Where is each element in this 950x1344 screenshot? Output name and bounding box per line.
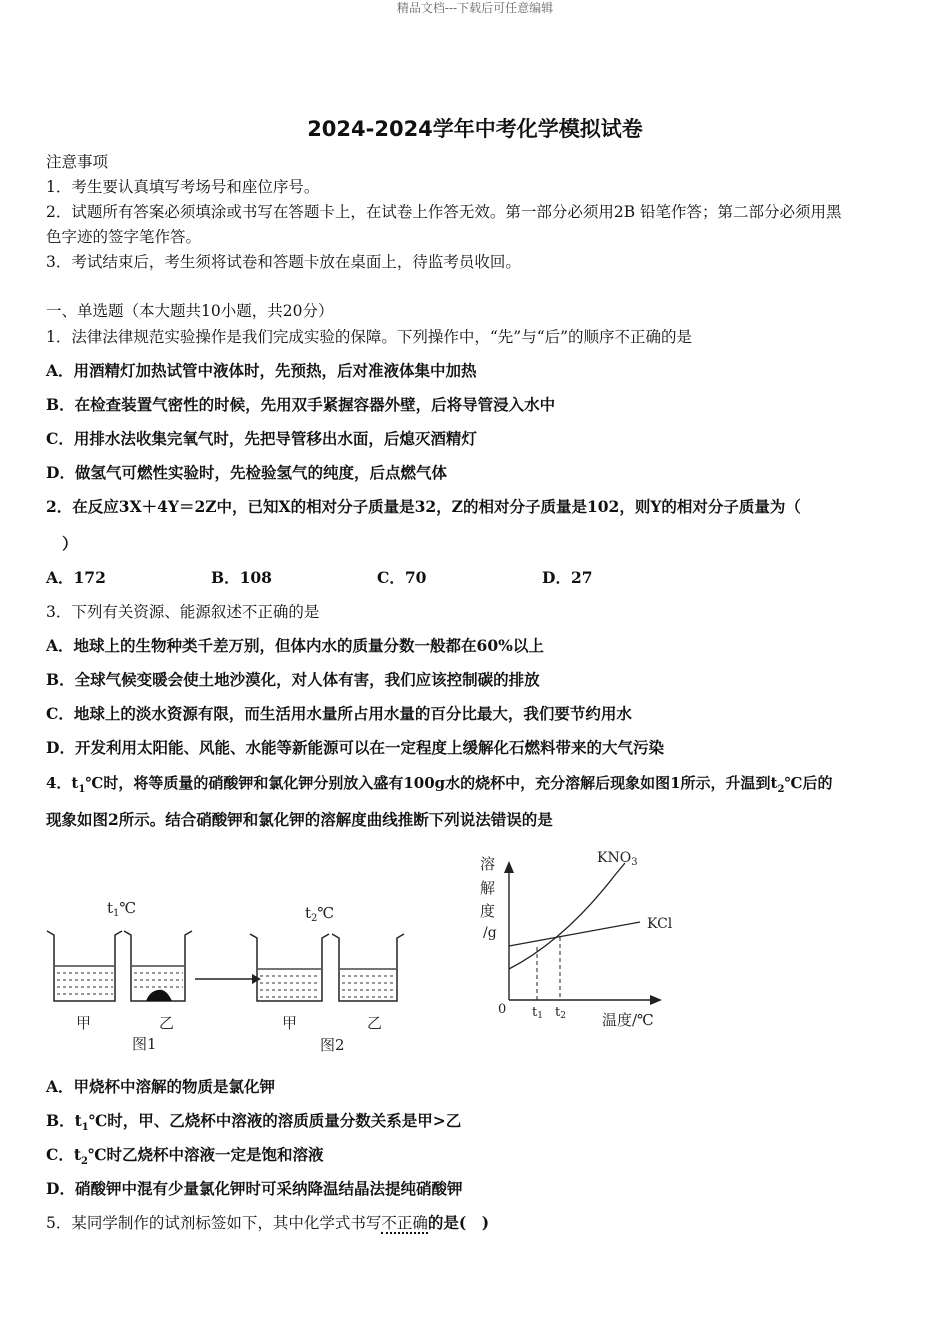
- q4-option-c-sub: 2: [81, 1156, 88, 1168]
- label-yi-1: 乙: [159, 1014, 175, 1032]
- q2-stem-end: ）: [62, 534, 78, 553]
- beaker-jia-1: [47, 931, 122, 1001]
- figure-2-caption: 图2: [320, 1036, 345, 1054]
- q4-option-c-pre: C．t: [46, 1145, 81, 1164]
- q4-stem: [46, 773, 832, 800]
- kno3-label: $KNO_3$: [597, 850, 638, 868]
- y-label-1: 溶: [480, 855, 496, 873]
- q3-option-c: C．地球上的淡水资源有限，而生活用水量所占用水量的百分比最大，我们要节约用水: [46, 704, 632, 723]
- q5-stem-pre: 5．某同学制作的试剂标签如下，其中化学式书写: [46, 1214, 382, 1232]
- beaker-yi-1: [124, 931, 192, 1001]
- q4-figure: [40, 845, 690, 1060]
- notice-heading: 注意事项: [46, 153, 109, 171]
- q5-stem-post: 的是( ): [427, 1213, 490, 1232]
- q3-option-a: A．地球上的生物种类千差万别，但体内水的质量分数一般都在60%以上: [46, 636, 544, 655]
- tick-t2: t2: [555, 1005, 566, 1021]
- tick-t1: t1: [532, 1005, 543, 1021]
- q1-option-c: C．用排水法收集完氧气时，先把导管移出水面，后熄灭酒精灯: [46, 429, 477, 448]
- figure-1-caption: 图1: [132, 1035, 157, 1053]
- q2-option-b: B．108: [211, 568, 272, 587]
- q4-option-b-sub: 1: [81, 1122, 89, 1134]
- exam-title: 2024-2024学年中考化学模拟试卷: [307, 117, 643, 141]
- x-axis-label: 温度/℃: [602, 1011, 654, 1029]
- origin-label: 0: [498, 1002, 507, 1017]
- q4-option-c: [46, 1145, 324, 1172]
- q4-option-c-post: ℃时乙烧杯中溶液一定是饱和溶液: [87, 1145, 324, 1164]
- notice-item-3: 3．考试结束后，考生须将试卷和答题卡放在桌面上，待监考员收回。: [46, 253, 521, 271]
- fig-t2-label: $t_2℃$: [305, 904, 335, 924]
- beaker-jia-2: [250, 934, 329, 1001]
- q4-option-d: D．硝酸钾中混有少量氯化钾时可采纳降温结晶法提纯硝酸钾: [46, 1179, 463, 1198]
- label-jia-2: 甲: [282, 1014, 298, 1032]
- q2-option-d: D．27: [542, 568, 593, 587]
- q4-option-a: A．甲烧杯中溶解的物质是氯化钾: [46, 1077, 276, 1096]
- q4-stem-end: ℃后的: [784, 774, 833, 792]
- x-axis-arrow-icon: [650, 995, 662, 1005]
- sediment: [146, 990, 172, 1001]
- q1-option-d: D．做氢气可燃性实验时，先检验氢气的纯度，后点燃气体: [46, 463, 447, 482]
- label-yi-2: 乙: [367, 1014, 383, 1032]
- q3-option-b: B．全球气候变暖会使土地沙漠化，对人体有害，我们应该控制碳的排放: [46, 670, 540, 689]
- q1-option-a: A．用酒精灯加热试管中液体时，先预热，后对准液体集中加热: [46, 361, 477, 380]
- beaker-yi-2: [332, 934, 404, 1001]
- y-label-4: /g: [483, 925, 497, 941]
- q4-stem-mid: ℃时，将等质量的硝酸钾和氯化钾分别放入盛有100g水的烧杯中，充分溶解后现象如图1所示，升温到t: [85, 774, 778, 792]
- notice-item-2-cont: 色字迹的签字笔作答。: [46, 228, 202, 246]
- fig-t1-label: $t_1℃$: [107, 899, 137, 919]
- solubility-graph: [480, 850, 673, 1029]
- section-heading: 一、单选题（本大题共10小题，共20分）: [46, 302, 334, 320]
- kcl-curve: [509, 922, 640, 946]
- q4-stem-pre: 4．t: [46, 774, 79, 792]
- q4-sub-1: 1: [78, 784, 86, 795]
- notice-item-1: 1．考生要认真填写考场号和座位序号。: [46, 178, 320, 196]
- y-label-3: 度: [480, 902, 496, 920]
- q3-stem: 3．下列有关资源、能源叙述不正确的是: [46, 603, 320, 621]
- y-label-2: 解: [480, 879, 496, 897]
- label-jia-1: 甲: [76, 1014, 92, 1032]
- y-axis-arrow-icon: [504, 861, 514, 873]
- q1-stem: 1．法律法律规范实验操作是我们完成实验的保障。下列操作中，“先”与“后”的顺序不正确的是: [46, 328, 693, 346]
- q2-stem: 2．在反应3X＋4Y＝2Z中，已知X的相对分子质量是32，Z的相对分子质量是102，则Y的相对分子质量为（: [46, 497, 801, 516]
- page-header-note: 精品文档---下载后可任意编辑: [396, 1, 554, 15]
- kno3-curve: [509, 863, 625, 969]
- q4-option-b-pre: B．t: [46, 1111, 82, 1130]
- notice-item-2: 2．试题所有答案必须填涂或书写在答题卡上，在试卷上作答无效。第一部分必须用2B 铅笔作答；第二部分必须用黑: [46, 203, 842, 221]
- q3-option-d: D．开发利用太阳能、风能、水能等新能源可以在一定程度上缓解化石燃料带来的大气污染: [46, 738, 664, 757]
- q4-option-b: [46, 1111, 461, 1138]
- q4-sub-2: 2: [777, 784, 785, 795]
- q2-option-c: C．70: [377, 568, 427, 587]
- q5-emphasis: 不正确: [381, 1214, 428, 1232]
- arrow-icon: [195, 974, 261, 984]
- q1-option-b: B．在检查装置气密性的时候，先用双手紧握容器外壁，后将导管浸入水中: [46, 395, 556, 414]
- q2-option-a: A．172: [46, 568, 106, 587]
- q4-stem-line2: 现象如图2所示。结合硝酸钾和氯化钾的溶解度曲线推断下列说法错误的是: [46, 810, 553, 829]
- q5-stem: [46, 1213, 489, 1233]
- kcl-label: KCl: [647, 916, 673, 932]
- q4-option-b-post: ℃时，甲、乙烧杯中溶液的溶质质量分数关系是甲>乙: [88, 1111, 462, 1130]
